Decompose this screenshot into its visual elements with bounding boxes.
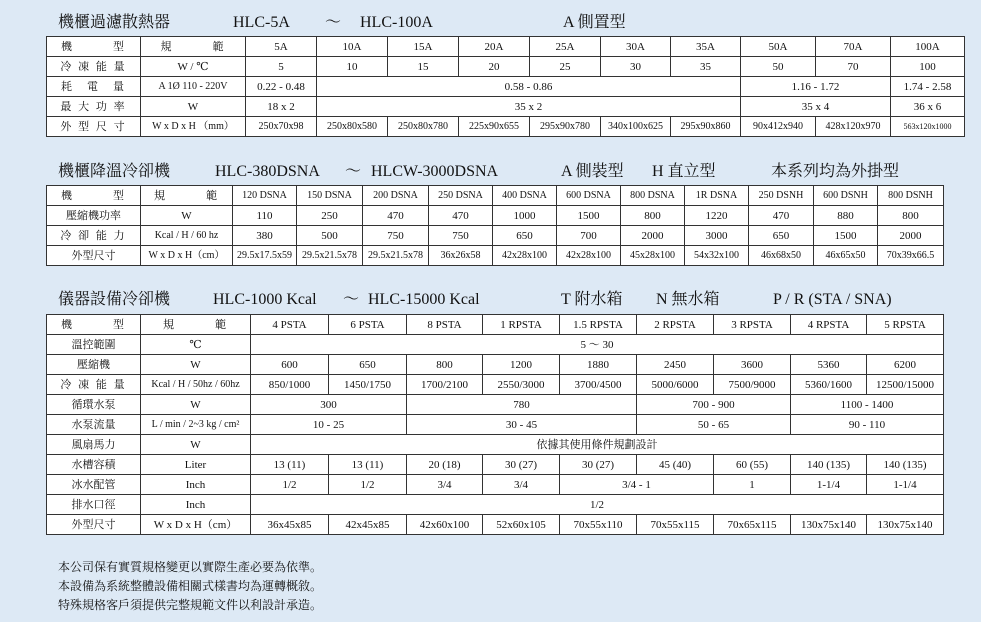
table-cell: 650	[329, 355, 407, 375]
table-cell: 140 (135)	[867, 455, 944, 475]
table-cell: 42x60x100	[407, 515, 483, 535]
table-cell: 12500/15000	[867, 375, 944, 395]
table-cell: 2550/3000	[483, 375, 560, 395]
table-cell: 6200	[867, 355, 944, 375]
header-cell: 5A	[246, 37, 317, 57]
table-cell: 1700/2100	[407, 375, 483, 395]
table-cell: 35 x 2	[317, 97, 741, 117]
table-cell: 250x80x780	[388, 117, 459, 137]
note-line: 本公司保有實質規格變更以實際生產必要為依準。	[58, 560, 323, 574]
table-cell: 3000	[685, 226, 749, 246]
table-cell: 46x65x50	[814, 246, 878, 266]
header-cell: 250 DSNH	[749, 186, 814, 206]
table-row	[47, 335, 944, 355]
table-cell: 110	[233, 206, 297, 226]
table-cell: 1.16 - 1.72	[741, 77, 891, 97]
table-cell: 250x70x98	[246, 117, 317, 137]
table-cell: 750	[429, 226, 493, 246]
row-unit: W / ℃	[141, 57, 246, 77]
table-cell: 70	[816, 57, 891, 77]
table-section1	[46, 36, 965, 137]
table-cell: 600	[251, 355, 329, 375]
header-cell: 規 範	[141, 315, 251, 335]
table-cell: 70x39x66.5	[878, 246, 944, 266]
table-cell: 0.58 - 0.86	[317, 77, 741, 97]
table-cell: 1500	[814, 226, 878, 246]
section2-title	[58, 162, 938, 182]
table-row	[47, 355, 944, 375]
row-unit: W	[141, 395, 251, 415]
table-cell: 1/2	[251, 475, 329, 495]
note-line: 特殊規格客戶須提供完整規範文件以利設計承造。	[58, 598, 323, 612]
table-cell: 750	[363, 226, 429, 246]
table-cell: 295x90x780	[530, 117, 601, 137]
table-row	[47, 395, 944, 415]
table-cell: 3700/4500	[560, 375, 637, 395]
table-cell: 20	[459, 57, 530, 77]
header-cell: 200 DSNA	[363, 186, 429, 206]
table-cell: 470	[363, 206, 429, 226]
table-cell: 250	[297, 206, 363, 226]
table-cell: 35 x 4	[741, 97, 891, 117]
table-cell: 10 - 25	[251, 415, 407, 435]
table-cell: 650	[493, 226, 557, 246]
header-cell: 規 範	[141, 37, 246, 57]
title-text: N 無水箱	[656, 291, 720, 308]
title-text: HLC-5A	[233, 14, 290, 31]
table-cell: 130x75x140	[867, 515, 944, 535]
table-cell: 650	[749, 226, 814, 246]
table-row	[47, 475, 944, 495]
table-cell: 1.74 - 2.58	[891, 77, 965, 97]
table-cell: 7500/9000	[714, 375, 791, 395]
table-cell: 880	[814, 206, 878, 226]
table-cell: 3600	[714, 355, 791, 375]
row-label: 最 大 功 率	[47, 97, 141, 117]
header-cell: 機 型	[47, 315, 141, 335]
row-unit: W x D x H（cm）	[141, 246, 233, 266]
title-text: 機櫃過濾散熱器	[58, 14, 171, 31]
header-cell: 70A	[816, 37, 891, 57]
header-cell: 1.5 RPSTA	[560, 315, 637, 335]
table-cell: 470	[749, 206, 814, 226]
row-label: 水槽容積	[47, 455, 141, 475]
title-text: HLC-380DSNA	[215, 163, 320, 180]
row-label: 外型尺寸	[47, 515, 141, 535]
header-cell: 100A	[891, 37, 965, 57]
table-cell: 300	[251, 395, 407, 415]
header-cell: 2 RPSTA	[637, 315, 714, 335]
title-text: HLCW-3000DSNA	[371, 163, 499, 180]
row-label: 冷 凍 能 量	[47, 375, 141, 395]
header-cell: 120 DSNA	[233, 186, 297, 206]
row-label: 外型尺寸	[47, 246, 141, 266]
table-cell: 18 x 2	[246, 97, 317, 117]
table-cell: 1220	[685, 206, 749, 226]
table-cell: 5360	[791, 355, 867, 375]
row-unit: Inch	[141, 495, 251, 515]
table-cell: 1200	[483, 355, 560, 375]
table-cell: 5360/1600	[791, 375, 867, 395]
table-cell: 1450/1750	[329, 375, 407, 395]
table-cell: 140 (135)	[791, 455, 867, 475]
row-label: 循環水泵	[47, 395, 141, 415]
table-cell: 850/1000	[251, 375, 329, 395]
table-cell: 42x28x100	[493, 246, 557, 266]
row-unit: W	[141, 435, 251, 455]
header-cell: 機 型	[47, 186, 141, 206]
table-cell: 50	[741, 57, 816, 77]
table-cell: 1/2	[329, 475, 407, 495]
table-cell: 52x60x105	[483, 515, 560, 535]
table-section2	[46, 185, 944, 266]
table-cell: 30 - 45	[407, 415, 637, 435]
row-label: 冷 凍 能 量	[47, 57, 141, 77]
title-text: ～	[325, 14, 342, 31]
header-cell: 800 DSNA	[621, 186, 685, 206]
table-cell: 45 (40)	[637, 455, 714, 475]
table-cell: 800	[407, 355, 483, 375]
table-cell: 30 (27)	[483, 455, 560, 475]
row-label: 排水口徑	[47, 495, 141, 515]
table-cell: 60 (55)	[714, 455, 791, 475]
header-cell: 規 範	[141, 186, 233, 206]
table-cell: 70x65x115	[714, 515, 791, 535]
row-label: 水泵流量	[47, 415, 141, 435]
header-cell: 4 RPSTA	[791, 315, 867, 335]
row-label: 壓縮機功率	[47, 206, 141, 226]
table-row	[47, 57, 965, 77]
table-cell: 470	[429, 206, 493, 226]
row-unit: W x D x H（cm）	[141, 515, 251, 535]
table-cell: 36x26x58	[429, 246, 493, 266]
row-unit: Kcal / H / 60 hz	[141, 226, 233, 246]
title-text: H 直立型	[652, 163, 716, 180]
header-cell: 8 PSTA	[407, 315, 483, 335]
title-text: A 側裝型	[561, 163, 624, 180]
row-label: 風扇馬力	[47, 435, 141, 455]
table-cell: 800	[621, 206, 685, 226]
table-cell: 54x32x100	[685, 246, 749, 266]
header-cell: 50A	[741, 37, 816, 57]
row-label: 耗 電 量	[47, 77, 141, 97]
header-cell: 20A	[459, 37, 530, 57]
table-cell: 1	[714, 475, 791, 495]
note-line: 本設備為系統整體設備相關式樣書均為運轉概敘。	[58, 579, 323, 593]
header-cell: 150 DSNA	[297, 186, 363, 206]
table-cell: 340x100x625	[601, 117, 671, 137]
title-text: HLC-100A	[360, 14, 433, 31]
table-cell: 50 - 65	[637, 415, 791, 435]
table-cell: 36x45x85	[251, 515, 329, 535]
row-label: 冰水配管	[47, 475, 141, 495]
table-cell: 800	[878, 206, 944, 226]
footer-notes	[58, 558, 322, 615]
title-text: 機櫃降溫冷卻機	[58, 163, 171, 180]
table-section3	[46, 314, 944, 535]
table-cell: 5000/6000	[637, 375, 714, 395]
table-cell: 380	[233, 226, 297, 246]
title-text: ～	[345, 163, 362, 180]
table-cell: 1-1/4	[791, 475, 867, 495]
table-cell: 1000	[493, 206, 557, 226]
row-unit: W x D x H （mm）	[141, 117, 246, 137]
table-cell: 20 (18)	[407, 455, 483, 475]
title-text: ～	[343, 291, 360, 308]
row-unit: Liter	[141, 455, 251, 475]
table-row	[47, 435, 944, 455]
header-cell: 30A	[601, 37, 671, 57]
table-cell: 5	[246, 57, 317, 77]
table-header-row	[47, 315, 944, 335]
table-cell: 3/4 - 1	[560, 475, 714, 495]
table-cell: 13 (11)	[329, 455, 407, 475]
table-cell: 5 ～ 30	[251, 335, 944, 355]
header-cell: 3 RPSTA	[714, 315, 791, 335]
header-cell: 1 RPSTA	[483, 315, 560, 335]
table-cell: 10	[317, 57, 388, 77]
row-unit: W	[141, 206, 233, 226]
table-cell: 45x28x100	[621, 246, 685, 266]
table-cell: 100	[891, 57, 965, 77]
header-cell: 1R DSNA	[685, 186, 749, 206]
table-row	[47, 375, 944, 395]
header-cell: 6 PSTA	[329, 315, 407, 335]
table-cell: 29.5x17.5x59	[233, 246, 297, 266]
table-cell: 42x28x100	[557, 246, 621, 266]
table-cell: 225x90x655	[459, 117, 530, 137]
row-unit: L / min / 2~3 kg / cm²	[141, 415, 251, 435]
table-cell: 2000	[621, 226, 685, 246]
table-row	[47, 77, 965, 97]
row-unit: W	[141, 355, 251, 375]
table-cell: 130x75x140	[791, 515, 867, 535]
table-cell: 46x68x50	[749, 246, 814, 266]
table-cell: 25	[530, 57, 601, 77]
table-cell: 3/4	[483, 475, 560, 495]
table-cell: 780	[407, 395, 637, 415]
table-cell: 563x120x1000	[891, 117, 965, 137]
table-row	[47, 415, 944, 435]
row-label: 溫控範圍	[47, 335, 141, 355]
title-text: P / R (STA / SNA)	[773, 291, 892, 308]
table-header-row	[47, 186, 944, 206]
header-cell: 800 DSNH	[878, 186, 944, 206]
table-cell: 250x80x580	[317, 117, 388, 137]
title-text: 儀器設備冷卻機	[58, 291, 171, 308]
title-text: HLC-15000 Kcal	[368, 291, 480, 308]
table-cell: 29.5x21.5x78	[297, 246, 363, 266]
section3-title	[58, 290, 938, 310]
header-cell: 15A	[388, 37, 459, 57]
table-row	[47, 515, 944, 535]
table-header-row	[47, 37, 965, 57]
header-cell: 5 RPSTA	[867, 315, 944, 335]
table-cell: 35	[671, 57, 741, 77]
table-cell: 30 (27)	[560, 455, 637, 475]
section1-title	[58, 13, 758, 33]
table-row	[47, 206, 944, 226]
table-cell: 30	[601, 57, 671, 77]
header-cell: 600 DSNH	[814, 186, 878, 206]
row-unit: ℃	[141, 335, 251, 355]
title-text: HLC-1000 Kcal	[213, 291, 317, 308]
table-cell: 700 - 900	[637, 395, 791, 415]
table-cell: 2000	[878, 226, 944, 246]
header-cell: 400 DSNA	[493, 186, 557, 206]
table-cell: 2450	[637, 355, 714, 375]
header-cell: 4 PSTA	[251, 315, 329, 335]
table-row	[47, 455, 944, 475]
row-label: 冷 卻 能 力	[47, 226, 141, 246]
table-cell: 1880	[560, 355, 637, 375]
row-label: 外 型 尺 寸	[47, 117, 141, 137]
header-cell: 35A	[671, 37, 741, 57]
table-cell: 1/2	[251, 495, 944, 515]
header-cell: 600 DSNA	[557, 186, 621, 206]
table-cell: 3/4	[407, 475, 483, 495]
title-text: A 側置型	[563, 14, 626, 31]
table-cell: 70x55x115	[637, 515, 714, 535]
table-cell: 428x120x970	[816, 117, 891, 137]
table-cell: 0.22 - 0.48	[246, 77, 317, 97]
table-cell: 1100 - 1400	[791, 395, 944, 415]
row-unit: Inch	[141, 475, 251, 495]
table-cell: 36 x 6	[891, 97, 965, 117]
table-cell: 90 - 110	[791, 415, 944, 435]
table-cell: 700	[557, 226, 621, 246]
table-cell: 90x412x940	[741, 117, 816, 137]
table-cell: 15	[388, 57, 459, 77]
row-label: 壓縮機	[47, 355, 141, 375]
header-cell: 25A	[530, 37, 601, 57]
table-row	[47, 226, 944, 246]
table-cell: 依據其使用條件規劃設計	[251, 435, 944, 455]
table-row	[47, 97, 965, 117]
row-unit: Kcal / H / 50hz / 60hz	[141, 375, 251, 395]
table-row	[47, 246, 944, 266]
table-cell: 1500	[557, 206, 621, 226]
title-text: T 附水箱	[561, 291, 623, 308]
table-cell: 29.5x21.5x78	[363, 246, 429, 266]
row-unit: W	[141, 97, 246, 117]
table-row	[47, 495, 944, 515]
table-row	[47, 117, 965, 137]
row-unit: A 1Ø 110 - 220V	[141, 77, 246, 97]
header-cell: 機 型	[47, 37, 141, 57]
table-cell: 1-1/4	[867, 475, 944, 495]
table-cell: 13 (11)	[251, 455, 329, 475]
table-cell: 70x55x110	[560, 515, 637, 535]
header-cell: 250 DSNA	[429, 186, 493, 206]
table-cell: 42x45x85	[329, 515, 407, 535]
table-cell: 500	[297, 226, 363, 246]
header-cell: 10A	[317, 37, 388, 57]
table-cell: 295x90x860	[671, 117, 741, 137]
title-text: 本系列均為外掛型	[771, 163, 900, 180]
